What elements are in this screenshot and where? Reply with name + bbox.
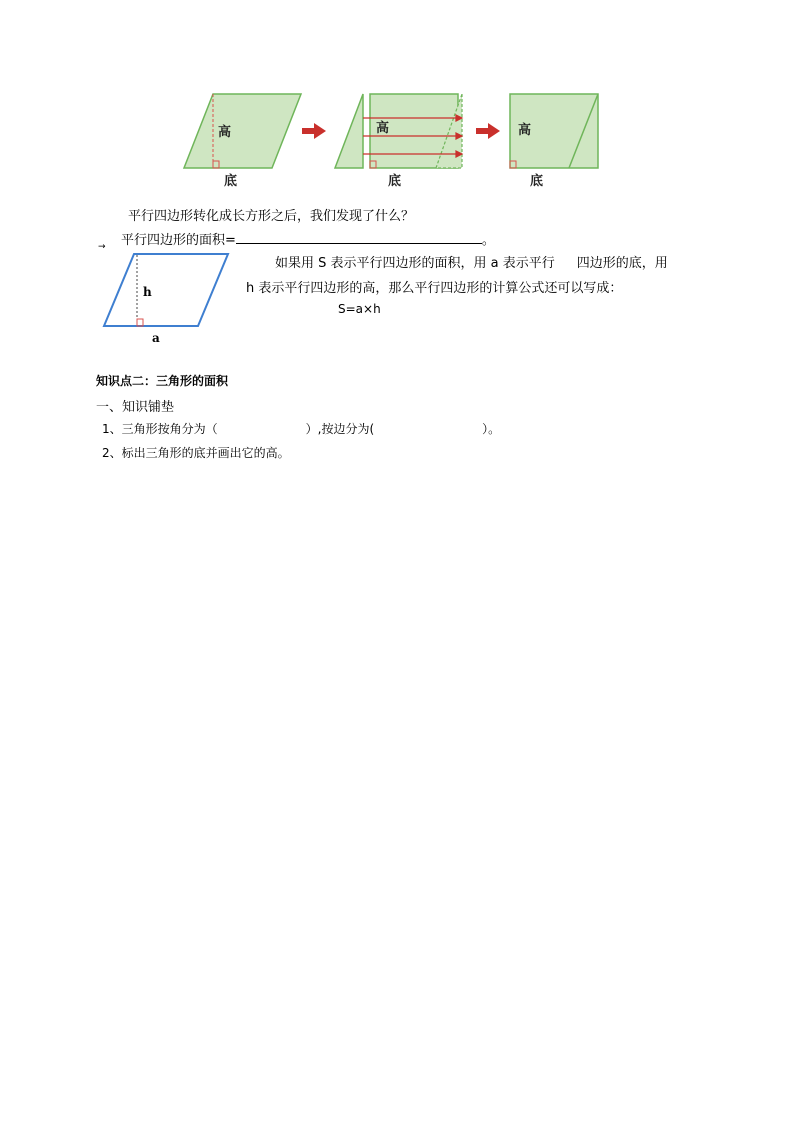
- height-label-3: 高: [518, 123, 532, 138]
- section-subtitle: 一、知识铺垫: [96, 400, 175, 415]
- a-label: a: [152, 331, 160, 345]
- item-1: 1、三角形按角分为（ ）,按边分为( ）。: [102, 422, 501, 436]
- cut-triangle-shape: [335, 94, 363, 168]
- item-2: 2、标出三角形的底并画出它的高。: [102, 446, 290, 460]
- formula-line-2: h 表示平行四边形的高，那么平行四边形的计算公式还可以写成：: [246, 281, 623, 296]
- area-fill-line: [121, 229, 495, 248]
- red-arrow-icon: [302, 123, 326, 139]
- arrow-mark: →: [98, 242, 106, 252]
- height-label-2: 高: [376, 121, 390, 136]
- base-label-2: 底: [388, 174, 402, 189]
- parallelogram-shape: [184, 94, 301, 168]
- blue-parallelogram-shape: [104, 254, 228, 326]
- formula: S=a×h: [338, 302, 381, 316]
- area-suffix: 。: [481, 233, 495, 248]
- area-prefix: 平行四边形的面积=: [121, 233, 236, 248]
- base-label-3: 底: [530, 174, 544, 189]
- base-label-1: 底: [224, 174, 238, 189]
- parallelogram-ha-figure: [100, 250, 235, 346]
- h-label: h: [143, 285, 152, 299]
- answer-blank[interactable]: [236, 231, 482, 244]
- parallelogram-transform-figure: [180, 86, 610, 190]
- section-title: 知识点二：三角形的面积: [96, 374, 229, 388]
- question-text: 平行四边形转化成长方形之后，我们发现了什么？: [128, 209, 415, 224]
- formula-line-1: 如果用 S 表示平行四边形的面积，用 a 表示平行 四边形的底，用: [275, 256, 668, 271]
- red-arrow-icon-2: [476, 123, 500, 139]
- height-label-1: 高: [218, 125, 232, 140]
